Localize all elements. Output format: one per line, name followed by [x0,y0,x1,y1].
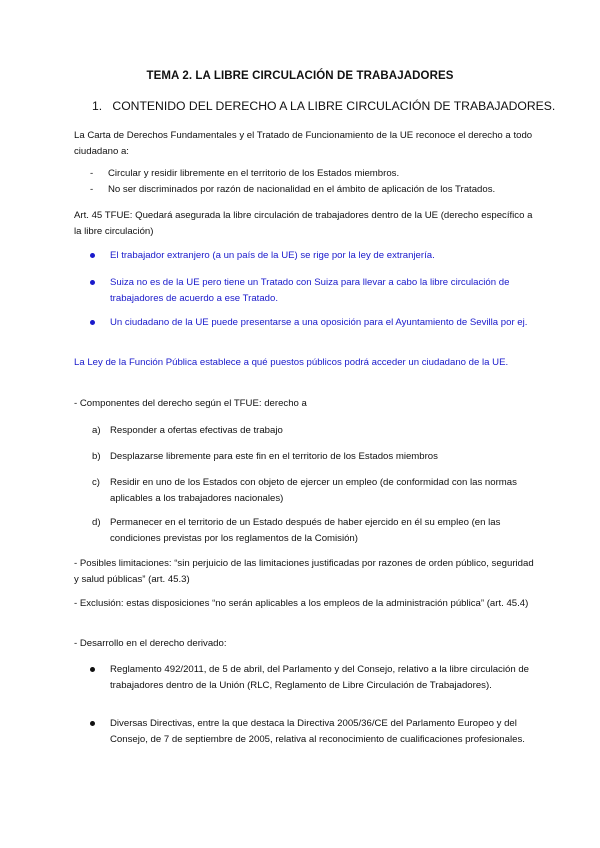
componente-item [92,449,532,465]
desarrollo-text: Reglamento 492/2011, de 5 de abril, del Parlamento y del Consejo, relativo a la libre circulación de trabajadores dentro de la Unión (RLC, Reglamento de Libre Circulación de Trabajadores). [110,664,529,691]
example-text: Un ciudadano de la UE puede presentarse a una oposición para el Ayuntamiento de Sevilla por ej. [110,317,528,328]
section-heading-text: CONTENIDO DEL DERECHO A LA LIBRE CIRCULACIÓN DE TRABAJADORES. [112,99,556,113]
item-marker: a) [92,425,101,436]
componentes-heading: - Componentes del derecho según el TFUE: derecho a [74,398,307,409]
art45-paragraph: Art. 45 TFUE: Quedará asegurada la libre circulación de trabajadores dentro de la UE (derecho específico a la libre circulación) [74,210,533,237]
bullet-icon [90,667,95,672]
bullet-icon [90,253,95,258]
list-item-text: Circular y residir libremente en el territorio de los Estados miembros. [108,168,400,179]
bullet-icon [90,721,95,726]
desarrollo-item [90,716,530,748]
item-marker: c) [92,477,100,488]
componente-item [92,515,532,547]
rights-list [90,166,530,198]
list-item [90,182,530,198]
componente-item [92,475,532,507]
section-number: 1. [92,99,103,113]
desarrollo-heading: - Desarrollo en el derecho derivado: [74,638,227,649]
example-item [90,275,530,307]
example-text: El trabajador extranjero (a un país de la UE) se rige por la ley de extranjería. [110,250,435,261]
desarrollo-text: Diversas Directivas, entre la que destaca la Directiva 2005/36/CE del Parlamento Europeo y del Consejo, de 7 de septiembre de 2005, relativa al reconocimiento de cualificaciones profesionales. [110,718,525,745]
document-title: TEMA 2. LA LIBRE CIRCULACIÓN DE TRABAJADORES [146,70,454,82]
dash-marker: - [90,184,94,195]
bullet-icon [90,320,95,325]
dash-marker: - [90,168,94,179]
componente-item [92,423,532,439]
example-item [90,315,530,331]
componente-text: Permanecer en el territorio de un Estado después de haber ejercido en él su empleo (en las condiciones previstas por los reglamentos de la Comisión) [110,517,501,544]
example-item [90,248,530,264]
list-item-text: No ser discriminados por razón de nacionalidad en el ámbito de aplicación de los Tratados. [108,184,496,195]
item-marker: d) [92,517,101,528]
item-marker: b) [92,451,101,462]
funcion-publica-paragraph: La Ley de la Función Pública establece a qué puestos públicos podrá acceder un ciudadano de la UE. [74,357,509,368]
intro-paragraph: La Carta de Derechos Fundamentales y el Tratado de Funcionamiento de la UE reconoce el derecho a todo ciudadano a: [74,130,533,157]
limitaciones-paragraph: - Posibles limitaciones: “sin perjuicio de las limitaciones justificadas por razones de orden público, seguridad y salud públicas” (art. 45.3) [74,558,534,585]
example-text: Suiza no es de la UE pero tiene un Tratado con Suiza para llevar a cabo la libre circulación de trabajadores de acuerdo a ese Tratado. [110,277,510,304]
componente-text: Residir en uno de los Estados con objeto de ejercer un empleo (de conformidad con las normas aplicables a los trabajadores nacionales) [110,477,517,504]
section-heading [92,99,555,113]
componente-text: Desplazarse libremente para este fin en el territorio de los Estados miembros [110,451,438,462]
bullet-icon [90,280,95,285]
componente-text: Responder a ofertas efectivas de trabajo [110,425,283,436]
exclusion-paragraph: - Exclusión: estas disposiciones “no serán aplicables a los empleos de la administración pública” (art. 45.4) [74,598,529,609]
desarrollo-item [90,662,530,694]
list-item [90,166,530,182]
